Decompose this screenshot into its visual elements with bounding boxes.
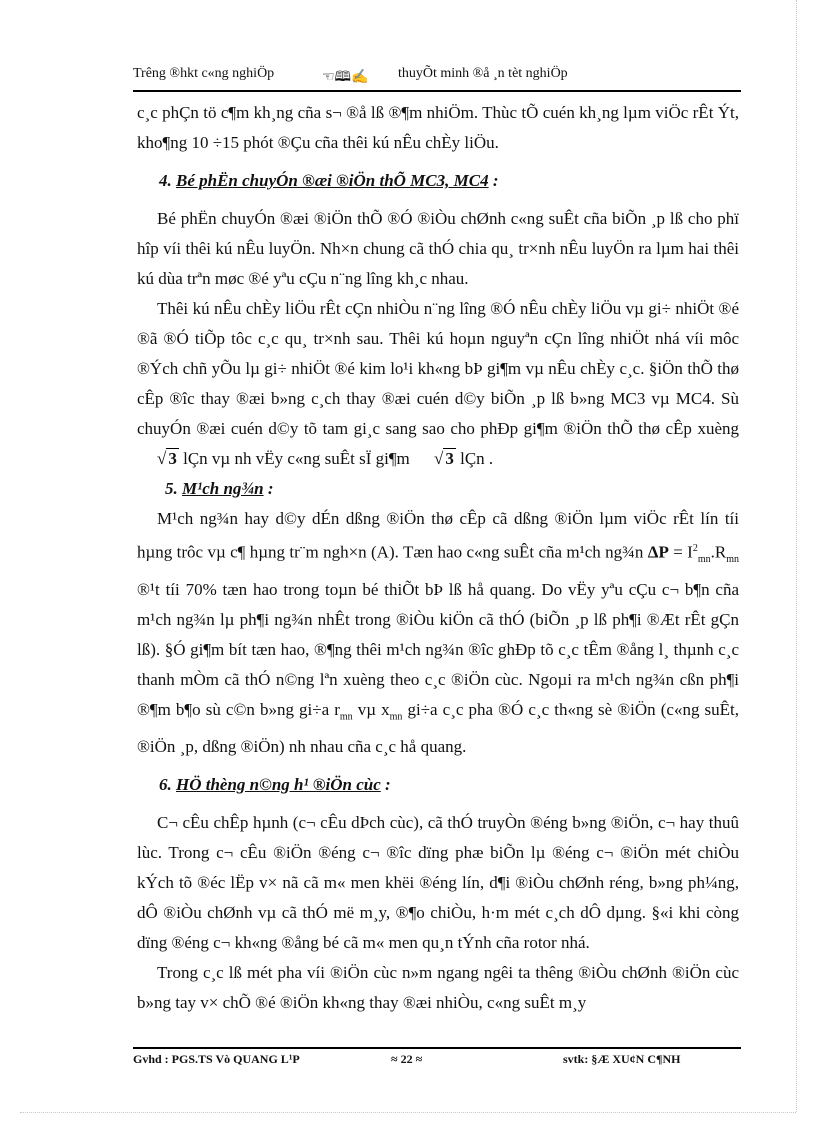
paragraph-3-text-b: lÇn vµ nh vËy c«ng suÊt sÏ gi¶m — [183, 449, 410, 468]
formula-equals-i: = I — [673, 542, 693, 562]
paragraph-4 — [137, 504, 739, 762]
section-6-title: HÖ thèng n©ng h¹ ®iÖn cùc — [176, 775, 381, 795]
section-6-heading — [137, 770, 739, 800]
formula-subscript-2: mn — [726, 554, 739, 566]
page-footer — [133, 1052, 741, 1072]
paragraph-6: Trong c¸c lß mét pha víi ®iÖn cùc n»m ngang ngêi ta thêng ®iÒu chØnh ®iÖn cùc b»ng tay v× chÕ ®é ®iÖn kh«ng thay ®æi nhiÒu, c«ng suÊt m¸y — [137, 963, 739, 1013]
header-ornament: ☜🕮✍ — [322, 70, 369, 85]
paragraph-2: Bé phËn chuyÓn ®æi ®iÖn thÕ ®Ó ®iÒu chØnh c«ng suÊt cña biÕn ¸p lß cho phï hîp víi thêi kú nÊu luyÖn. Nh×n chung cã thÓ chia qu¸ tr×nh nÊu luyÖn ra lµm hai thêi kú dùa trªn møc ®é yªu cÇu n¨ng lîng kh¸c nhau. — [137, 209, 739, 288]
footer-rule — [133, 1047, 741, 1049]
formula-delta-p: ΔP — [647, 542, 669, 562]
paragraph-3-text-c: lÇn . — [460, 449, 494, 468]
footer-student: svtk: §Æ XU¢N C¶NH — [563, 1052, 681, 1066]
sqrt-value: 3 — [168, 449, 177, 468]
paragraph-3 — [137, 294, 739, 474]
sqrt-symbol: √ — [434, 449, 444, 468]
sqrt-symbol: √ — [157, 449, 167, 468]
paragraph-4-text-a: M¹ch ng¾n hay d©y dÉn dßng ®iÖn thø cÊp cã dßng ®iÖn lµm viÖc rÊt lín tíi hµng trôc vµ c¶ hµng tr¨m ngh×n (A). Tæn hao c«ng suÊt cña m¹ch ng¾n — [137, 509, 739, 562]
section-4-title: Bé phËn chuyÓn ®æi ®iÖn thÕ MC3, MC4 — [176, 171, 489, 190]
footer-supervisor: Gvhd : PGS.TS Vò QUANG L¹P — [133, 1052, 300, 1066]
paragraph-5: C¬ cÊu chÊp hµnh (c¬ cÊu dÞch cùc), cã thÓ truyÒn ®éng b»ng ®iÖn, c¬ hay thuû lùc. Trong c¬ cÊu ®iÖn ®éng c¬ ®îc dïng phæ biÕn lµ ®éng c¬ ®iÖn mét chiÒu kÝch tõ ®éc lËp v× nã cã m« men khëi ®éng lín, d¶i ®iÒu chØnh réng, b»ng ph¼ng, dÔ ®iÒu chØnh vµ cã thÓ më m¸y, ®¶o chiÒu, h·m mét c¸ch dÔ dµng. §«i khi còng dïng ®éng c¬ kh«ng ®ång bé cã m« men qu¸n tÝnh cña rotor nhá. — [137, 813, 739, 953]
header-school: Trêng ®hkt c«ng nghiÖp — [133, 66, 275, 81]
paragraph-1: c¸c phÇn tö c¶m kh¸ng cña s¬ ®å lß ®¶m nhiÖm. Thùc tÕ cuén kh¸ng lµm viÖc rÊt Ýt, kho¶ng 10 ÷15 phót ®Çu cña thêi kú nÊu chÈy liÖu. — [137, 103, 739, 152]
section-4-heading — [137, 166, 739, 196]
sqrt-3-formula-2 — [414, 444, 456, 474]
section-4-colon: : — [492, 171, 499, 190]
paragraph-4-text-c: vµ x — [357, 700, 390, 720]
section-5-colon: : — [267, 479, 274, 498]
page-number: ≈ 22 ≈ — [391, 1052, 423, 1066]
section-6-number: 6. — [159, 775, 172, 795]
section-5-heading — [137, 474, 739, 504]
header-doc-title: thuyÕt minh ®å ¸n tèt nghiÖp — [398, 66, 568, 81]
paragraph-4-text-b: ®¹t tíi 70% tæn hao trong toµn bé thiÕt bÞ lß hå quang. Do vËy yªu cÇu c¬ b¶n cña m¹ch ng¾n lµ ph¶i ng¾n nhÊt trong ®iÒu kiÖn cã thÓ (biÕn ¸p lß ph¶i ®Æt rÊt gÇn lß). §Ó gi¶m bít tæn hao, ®¶ng thêi m¹ch ng¾n ®îc ghÐp tõ c¸c tÊm ®ång l¸ thµnh c¸c thanh mÒm cã thÓ n©ng lªn xuèng theo c¸c ®iÖn cùc. Ngoµi ra m¹ch ng¾n cßn ph¶i ®¶m b¶o sù c©n b»ng gi÷a r — [137, 580, 739, 720]
page-body — [137, 98, 739, 1018]
section-5-title: M¹ch ng¾n — [182, 479, 264, 498]
x-subscript: mn — [389, 711, 403, 723]
paragraph-3-text-a: Thêi kú nÊu chÈy liÖu rÊt cÇn nhiÒu n¨ng lîng ®Ó nÊu chÈy liÖu vµ gi÷ nhiÖt ®é ®ã ®Ó tiÕp tôc c¸c qu¸ tr×nh sau. Thêi kú hoµn nguyªn cÇn lîng nhiÖt nhá víi môc ®Ých chñ yÕu lµ gi÷ nhiÖt ®é kim lo¹i kh«ng bÞ gi¶m vµ nÊu chÈy c¸c. §iÖn thÕ thø cÊp ®îc thay ®æi b»ng c¸ch thay ®æi cuén d©y biÕn ¸p lß b»ng MC3 vµ MC4. Sù chuyÓn ®æi cuén d©y tõ tam gi¸c sang sao cho phÐp gi¶m ®iÖn thÕ thø cÊp xuèng — [137, 299, 739, 438]
section-5-number: 5. — [165, 479, 178, 498]
page-header — [133, 64, 741, 86]
page-border-bottom — [20, 1112, 796, 1113]
header-rule — [133, 90, 741, 92]
formula-r: .R — [710, 542, 727, 562]
sqrt-3-formula-1 — [137, 444, 179, 474]
paragraph-4-text-d: gi÷a c¸c pha ®Ó c¸c th«ng sè ®iÖn (c«ng suÊt, ®iÖn ¸p, dßng ®iÖn) nh nhau cña c¸c hå quang. — [137, 700, 740, 757]
r-subscript: mn — [339, 711, 353, 723]
section-4-number: 4. — [159, 171, 172, 190]
sqrt-value: 3 — [445, 449, 454, 468]
page-border-right — [796, 0, 797, 1112]
formula-exponent: 2 — [692, 543, 698, 554]
formula-subscript-1: mn — [697, 554, 711, 566]
section-6-colon: : — [385, 775, 391, 795]
